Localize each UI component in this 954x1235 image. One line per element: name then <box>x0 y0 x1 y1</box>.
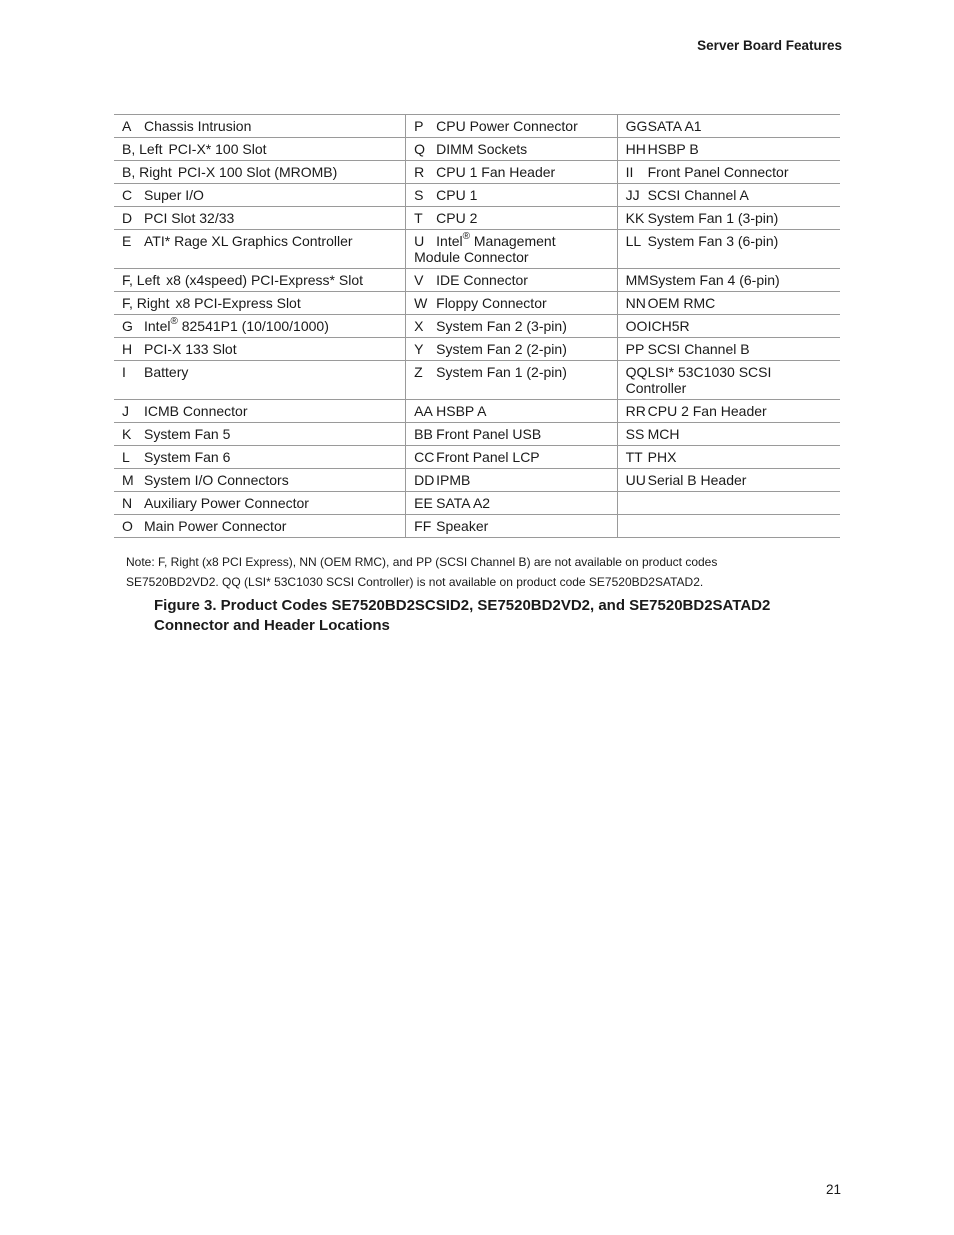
connector-label: System Fan 2 (3-pin) <box>436 318 567 334</box>
connector-label: ICH5R <box>647 318 690 334</box>
table-cell <box>406 423 617 446</box>
connector-code: TT <box>625 449 643 465</box>
table-cell <box>406 230 617 269</box>
table-row <box>114 138 840 161</box>
connector-code: F, Left <box>122 272 161 288</box>
connector-code: EE <box>414 495 433 511</box>
table-row <box>114 338 840 361</box>
connector-code: Z <box>414 364 423 380</box>
connector-code: D <box>122 210 133 226</box>
table-cell <box>617 446 840 469</box>
connector-code: UU <box>625 472 646 488</box>
table-cell <box>114 492 406 515</box>
connector-code: Q <box>414 141 426 157</box>
connector-code: OO <box>625 318 648 334</box>
connector-code: LL <box>625 233 642 249</box>
connector-label: x8 (x4speed) PCI-Express* Slot <box>166 272 363 288</box>
connector-label: CPU 1 <box>436 187 478 203</box>
connector-code: FF <box>414 518 432 534</box>
table-cell <box>114 315 406 338</box>
table-cell <box>406 361 617 400</box>
connector-label: Serial B Header <box>647 472 747 488</box>
table-cell <box>617 161 840 184</box>
registered-mark: ® <box>462 231 470 243</box>
table-row <box>114 492 840 515</box>
table-cell <box>617 492 840 515</box>
connector-label: ICMB Connector <box>144 403 248 419</box>
connector-code: HH <box>625 141 646 157</box>
connector-code: T <box>414 210 423 226</box>
table-row <box>114 184 840 207</box>
connector-label: Management <box>469 233 556 249</box>
table-row <box>114 315 840 338</box>
table-cell <box>617 469 840 492</box>
connector-code: O <box>122 518 133 534</box>
table-cell <box>617 230 840 269</box>
table-cell <box>114 338 406 361</box>
table-cell <box>617 138 840 161</box>
table-cell <box>617 115 840 138</box>
table-row <box>114 469 840 492</box>
table-cell <box>617 292 840 315</box>
connector-label: LSI* 53C1030 SCSI <box>647 364 772 380</box>
connector-code: C <box>122 187 133 203</box>
connector-code: P <box>414 118 424 134</box>
table-cell <box>114 361 406 400</box>
connector-label: HSBP B <box>647 141 699 157</box>
table-cell <box>114 469 406 492</box>
connector-label: MCH <box>647 426 680 442</box>
connector-code: K <box>122 426 132 442</box>
table-cell <box>114 515 406 538</box>
connector-label: System Fan 1 (2-pin) <box>436 364 567 380</box>
connector-label: SATA A2 <box>436 495 491 511</box>
table-cell <box>114 161 406 184</box>
table-cell <box>617 361 840 400</box>
connector-code: B, Right <box>122 164 172 180</box>
table-cell <box>406 269 617 292</box>
connector-label: SCSI Channel A <box>647 187 749 203</box>
note-line-1: Note: F, Right (x8 PCI Express), NN (OEM RMC), and PP (SCSI Channel B) are not available on product codes <box>126 555 718 569</box>
table-row <box>114 446 840 469</box>
connector-label: PCI-X 100 Slot (MROMB) <box>177 164 338 180</box>
connector-label: Battery <box>144 364 189 380</box>
connector-code: R <box>414 164 425 180</box>
connector-code: L <box>122 449 130 465</box>
connector-code: N <box>122 495 133 511</box>
connector-label: PCI-X 133 Slot <box>144 341 237 357</box>
table-row <box>114 292 840 315</box>
caption-line-1: Figure 3. Product Codes SE7520BD2SCSID2, SE7520BD2VD2, and SE7520BD2SATAD2 <box>154 597 771 614</box>
connector-label: OEM RMC <box>647 295 716 311</box>
table-row <box>114 515 840 538</box>
connector-label: HSBP A <box>436 403 487 419</box>
connector-label: System Fan 6 <box>144 449 231 465</box>
table-cell <box>617 400 840 423</box>
table-cell <box>617 315 840 338</box>
table-row <box>114 361 840 400</box>
table-row <box>114 115 840 138</box>
caption-line-2: Connector and Header Locations <box>154 616 390 634</box>
table-row <box>114 400 840 423</box>
connector-label: IPMB <box>436 472 471 488</box>
connector-code: I <box>122 364 126 380</box>
table-note <box>126 552 806 592</box>
table-cell <box>617 423 840 446</box>
connector-code: JJ <box>625 187 640 203</box>
connector-code: B, Left <box>122 141 163 157</box>
connector-label: System Fan 3 (6-pin) <box>647 233 779 249</box>
connector-label: Chassis Intrusion <box>144 118 252 134</box>
table-cell <box>406 161 617 184</box>
table-row <box>114 161 840 184</box>
connector-code: RR <box>625 403 646 419</box>
connector-code: U <box>414 233 425 249</box>
connector-label: CPU 1 Fan Header <box>436 164 556 180</box>
connector-label: CPU 2 Fan Header <box>647 403 767 419</box>
connector-code: MM <box>625 272 649 288</box>
connector-label: CPU Power Connector <box>436 118 578 134</box>
table-cell <box>617 269 840 292</box>
connector-label: System Fan 4 (6-pin) <box>648 272 780 288</box>
connector-label-line2: Module Connector <box>414 249 529 265</box>
table-cell <box>114 230 406 269</box>
connector-code: Y <box>414 341 424 357</box>
connector-label: IDE Connector <box>436 272 528 288</box>
table-cell <box>406 446 617 469</box>
connector-label: System Fan 5 <box>144 426 231 442</box>
connector-label-line2: Controller <box>625 380 687 396</box>
table-cell <box>617 515 840 538</box>
connector-code: BB <box>414 426 433 442</box>
connector-label: Front Panel LCP <box>436 449 540 465</box>
table-row <box>114 230 840 269</box>
table-cell <box>406 207 617 230</box>
connector-code: AA <box>414 403 433 419</box>
table-row <box>114 207 840 230</box>
table-cell <box>406 338 617 361</box>
table-cell <box>406 492 617 515</box>
connector-label: DIMM Sockets <box>436 141 528 157</box>
figure-caption <box>154 596 854 635</box>
connector-label: 82541P1 (10/100/1000) <box>177 318 329 334</box>
connector-code: A <box>122 118 132 134</box>
connector-label: ATI* Rage XL Graphics Controller <box>144 233 353 249</box>
table-cell <box>114 423 406 446</box>
table-cell <box>617 184 840 207</box>
connector-code: F, Right <box>122 295 170 311</box>
connector-label: x8 PCI-Express Slot <box>175 295 301 311</box>
note-line-2: SE7520BD2VD2. QQ (LSI* 53C1030 SCSI Controller) is not available on product code SE7520BD2SATAD2. <box>126 575 704 589</box>
connector-code: DD <box>414 472 435 488</box>
connector-label: Floppy Connector <box>436 295 547 311</box>
table-cell <box>406 184 617 207</box>
table-cell <box>114 115 406 138</box>
connector-code: W <box>414 295 428 311</box>
connector-label: System I/O Connectors <box>144 472 289 488</box>
connector-label: System Fan 1 (3-pin) <box>647 210 779 226</box>
connector-label: Super I/O <box>144 187 204 203</box>
connector-label: SATA A1 <box>647 118 702 134</box>
connector-label: PHX <box>647 449 677 465</box>
table-cell <box>114 184 406 207</box>
connector-code: CC <box>414 449 435 465</box>
table-cell <box>114 446 406 469</box>
connector-code: V <box>414 272 424 288</box>
running-header: Server Board Features <box>697 38 842 53</box>
connector-code: E <box>122 233 132 249</box>
connector-legend-table <box>114 114 840 538</box>
page-number: 21 <box>825 1182 841 1197</box>
table-cell <box>406 292 617 315</box>
connector-label: Auxiliary Power Connector <box>144 495 309 511</box>
connector-code: KK <box>625 210 645 226</box>
connector-label-prefix: Intel <box>436 233 463 249</box>
table-cell <box>406 469 617 492</box>
connector-label: Front Panel Connector <box>647 164 789 180</box>
table-cell <box>406 138 617 161</box>
connector-code: G <box>122 318 133 334</box>
legend-table-body <box>114 115 840 538</box>
table-cell <box>114 138 406 161</box>
connector-label: Main Power Connector <box>144 518 287 534</box>
table-cell <box>406 515 617 538</box>
connector-code: J <box>122 403 129 419</box>
table-cell <box>114 400 406 423</box>
table-cell <box>617 207 840 230</box>
connector-label: Front Panel USB <box>436 426 542 442</box>
connector-code: II <box>625 164 634 180</box>
table-cell <box>114 207 406 230</box>
table-cell <box>617 338 840 361</box>
table-cell <box>114 269 406 292</box>
connector-label: PCI-X* 100 Slot <box>168 141 267 157</box>
table-cell <box>406 400 617 423</box>
connector-code: PP <box>625 341 645 357</box>
registered-mark: ® <box>170 316 178 328</box>
connector-code: H <box>122 341 133 357</box>
table-cell <box>114 292 406 315</box>
connector-label: SCSI Channel B <box>647 341 750 357</box>
connector-code: NN <box>625 295 646 311</box>
connector-code: X <box>414 318 424 334</box>
connector-code: S <box>414 187 424 203</box>
connector-code: SS <box>625 426 645 442</box>
table-cell <box>406 315 617 338</box>
connector-code: GG <box>625 118 648 134</box>
connector-label: System Fan 2 (2-pin) <box>436 341 567 357</box>
table-cell <box>406 115 617 138</box>
connector-label: CPU 2 <box>436 210 478 226</box>
connector-code: QQ <box>625 364 648 380</box>
connector-label: Speaker <box>436 518 489 534</box>
connector-label: PCI Slot 32/33 <box>144 210 235 226</box>
connector-label-prefix: Intel <box>144 318 171 334</box>
table-row <box>114 269 840 292</box>
connector-code: M <box>122 472 134 488</box>
table-row <box>114 423 840 446</box>
